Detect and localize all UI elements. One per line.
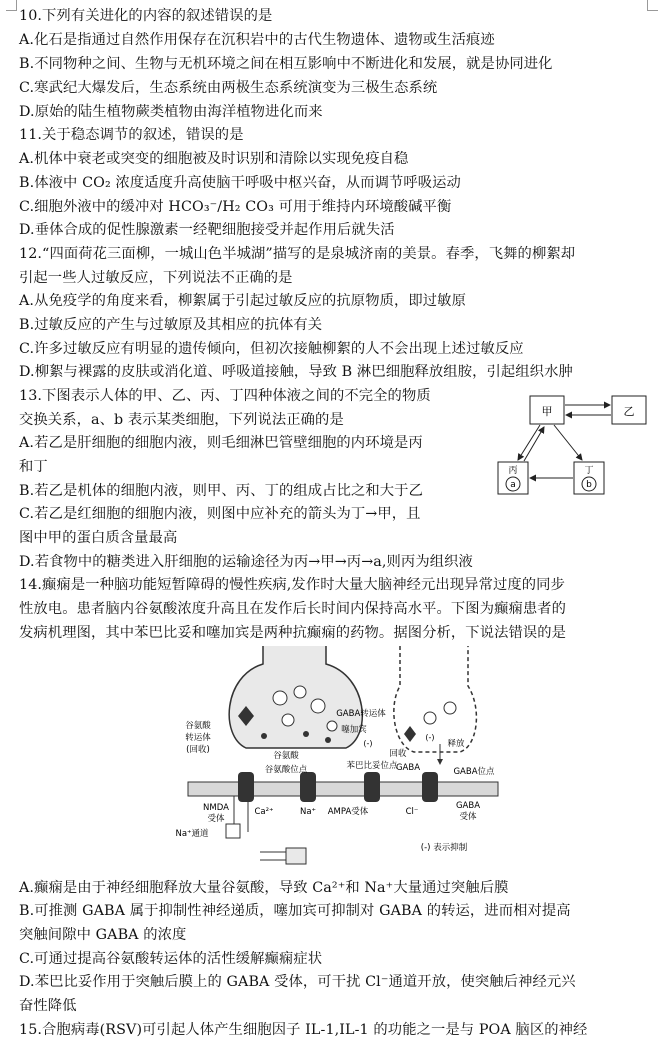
- label-gaba-transporter: GABA转运体: [336, 709, 386, 719]
- label-tiagabine: 噻加宾: [341, 725, 367, 735]
- label-inhibit-1: (-): [363, 739, 373, 748]
- question-11-option-d: D.垂体合成的促性腺激素一经靶细胞接受并起作用后就失活: [19, 222, 395, 238]
- question-13-stem: 13.下图表示人体的甲、乙、丙、丁四种体液之间的不完全的物质: [19, 388, 431, 404]
- label-na: Na⁺: [299, 807, 317, 817]
- label-nmda-1: NMDA: [203, 803, 229, 813]
- question-12-stem-cont: 引起一些人过敏反应，下列说法不正确的是: [19, 270, 293, 286]
- question-11-option-c: C.细胞外液中的缓冲对 HCO₃⁻/H₂ CO₃ 可用于维持内环境酸碱平衡: [19, 199, 452, 215]
- label-recycle: 回收: [389, 749, 407, 759]
- axon-bulb: [286, 848, 306, 864]
- synaptic-vesicle: [273, 691, 287, 705]
- ampa-receptor: [300, 772, 316, 802]
- label-legend: (-) 表示抑制: [420, 843, 468, 853]
- label-yi: 乙: [623, 405, 635, 418]
- question-14-option-d-cont: 奋性降低: [19, 998, 77, 1014]
- label-gaba-site: GABA位点: [453, 767, 495, 777]
- page-corner-mark: [647, 0, 658, 11]
- body-fluid-diagram: [492, 388, 660, 500]
- nmda-receptor: [238, 772, 254, 802]
- question-10-option-d: D.原始的陆生植物蕨类植物由海洋植物进化而来: [19, 104, 323, 120]
- question-10-option-a: A.化石是指通过自然作用保存在沉积岩中的古代生物遗体、遗物或生活痕迹: [19, 32, 495, 48]
- question-14-option-a: A.癫痫是由于神经细胞释放大量谷氨酸，导致 Ca²⁺和 Na⁺大量通过突触后膜: [19, 880, 509, 896]
- synaptic-vesicle: [311, 699, 325, 713]
- label-ding: 丁: [584, 466, 594, 476]
- synapse-mechanism-diagram: [168, 646, 508, 872]
- label-glutamate-site: 谷氨酸位点: [264, 765, 308, 775]
- label-gaba-receptor-1: GABA: [455, 801, 481, 811]
- gaba-vesicle: [424, 712, 436, 724]
- label-glu-transporter-1: 谷氨酸: [185, 721, 211, 731]
- label-a: a: [510, 480, 516, 490]
- glutamate-dot: [261, 733, 267, 739]
- label-b: b: [586, 480, 592, 490]
- question-12-option-d: D.柳絮与裸露的皮肤或消化道、呼吸道接触，导致 B 淋巴细胞释放组胺，引起组织水肿: [19, 364, 573, 380]
- page-corner-mark: [6, 0, 17, 11]
- question-14-stem: 14.癫痫是一种脑功能短暂障碍的慢性疾病,发作时大量大脑神经元出现异常过度的同步: [19, 577, 565, 593]
- gaba-vesicle: [444, 702, 456, 714]
- postsynaptic-membrane: [188, 782, 498, 796]
- question-10-option-b: B.不同物种之间、生物与无机环境之间在相互影响中不断进化和发展，就是协同进化: [19, 56, 553, 72]
- glutamate-dot: [303, 731, 309, 737]
- synaptic-vesicle: [327, 721, 337, 731]
- question-13-option-d: D.若食物中的糖类进入肝细胞的运输途径为丙→甲→丙→a,则丙为组织液: [19, 554, 473, 570]
- label-glu-transporter-2: 转运体: [185, 733, 211, 743]
- question-11-option-b: B.体液中 CO₂ 浓度适度升高使脑干呼吸中枢兴奋，从而调节呼吸运动: [19, 175, 461, 191]
- label-ca: Ca²⁺: [254, 807, 274, 817]
- question-11-stem: 11.关于稳态调节的叙述，错误的是: [19, 127, 244, 143]
- question-11-option-a: A.机体中衰老或突变的细胞被及时识别和清除以实现免疫自稳: [19, 151, 409, 167]
- arrow-jia-to-ding: [554, 425, 582, 460]
- glutamate-dot: [325, 737, 331, 743]
- question-10-option-c: C.寒武纪大爆发后，生态系统由两极生态系统演变为三极生态系统: [19, 80, 438, 96]
- label-release: 释放: [447, 739, 465, 749]
- question-13-option-c-cont: 图中甲的蛋白质含量最高: [19, 530, 178, 546]
- question-12-option-b: B.过敏反应的产生与过敏原及其相应的抗体有关: [19, 317, 323, 333]
- na-channel: [226, 824, 240, 838]
- synaptic-vesicle: [294, 686, 306, 698]
- label-cl: Cl⁻: [405, 807, 419, 817]
- arrow-bing-to-jia: [524, 427, 544, 461]
- label-jia: 甲: [541, 405, 553, 418]
- arrow-jia-to-bing: [518, 425, 540, 460]
- question-12-stem: 12.“四面荷花三面柳，一城山色半城湖”描写的是泉城济南的美景。春季，飞舞的柳絮却: [19, 246, 576, 262]
- question-14-stem-cont: 性放电。患者脑内谷氨酸浓度升高且在发作后长时间内保持高水平。下图为癫痫患者的: [19, 601, 567, 617]
- question-13-option-b: B.若乙是机体的细胞内液，则甲、丙、丁的组成占比之和大于乙: [19, 483, 423, 499]
- label-phenobarbital-site: 苯巴比妥位点: [346, 761, 398, 771]
- label-gaba-receptor-2: 受体: [459, 812, 477, 822]
- question-10-stem: 10.下列有关进化的内容的叙述错误的是: [19, 8, 273, 24]
- gaba-receptor: [422, 772, 438, 802]
- label-glu-transporter-3: (回收): [186, 745, 210, 755]
- synaptic-vesicle: [282, 714, 294, 726]
- question-14-stem-cont: 发病机理图，其中苯巴比妥和噻加宾是两种抗癫痫的药物。据图分析，下说法错误的是: [19, 625, 567, 641]
- question-15-stem: 15.合胞病毒(RSV)可引起人体产生细胞因子 IL-1,IL-1 的功能之一是与 POA 脑区的神经: [19, 1022, 588, 1038]
- label-ampa: AMPA受体: [327, 807, 369, 817]
- question-14-option-c: C.可通过提高谷氨酸转运体的活性缓解癫痫症状: [19, 951, 323, 967]
- question-14-option-b-cont: 突触间隙中 GABA 的浓度: [19, 927, 187, 943]
- label-na-channel: Na⁺通道: [175, 829, 209, 839]
- label-gaba: GABA: [395, 763, 421, 773]
- phenobarbital-site-receptor: [364, 772, 380, 802]
- label-bing: 丙: [508, 466, 518, 476]
- question-14-option-d: D.苯巴比妥作用于突触后膜上的 GABA 受体，可干扰 Cl⁻通道开放，使突触后神经元兴: [19, 974, 576, 990]
- question-13-option-c: C.若乙是红细胞的细胞内液，则图中应补充的箭头为丁→甲，且: [19, 506, 421, 522]
- question-13-option-a-cont: 和丁: [19, 459, 48, 475]
- question-12-option-c: C.许多过敏反应有明显的遗传倾向，但初次接触柳絮的人不会出现上述过敏反应: [19, 341, 524, 357]
- question-13-stem-cont: 交换关系，a、b 表示某类细胞，下列说法正确的是: [19, 412, 344, 428]
- label-nmda-2: 受体: [207, 814, 225, 824]
- label-inhibit-2: (-): [425, 733, 435, 742]
- label-glutamate: 谷氨酸: [273, 751, 299, 761]
- question-13-option-a: A.若乙是肝细胞的细胞内液，则毛细淋巴管壁细胞的内环境是丙: [19, 435, 423, 451]
- question-14-option-b: B.可推测 GABA 属于抑制性神经递质，噻加宾可抑制对 GABA 的转运，进而相对提高: [19, 903, 571, 919]
- question-12-option-a: A.从免疫学的角度来看，柳絮属于引起过敏反应的抗原物质，即过敏原: [19, 293, 466, 309]
